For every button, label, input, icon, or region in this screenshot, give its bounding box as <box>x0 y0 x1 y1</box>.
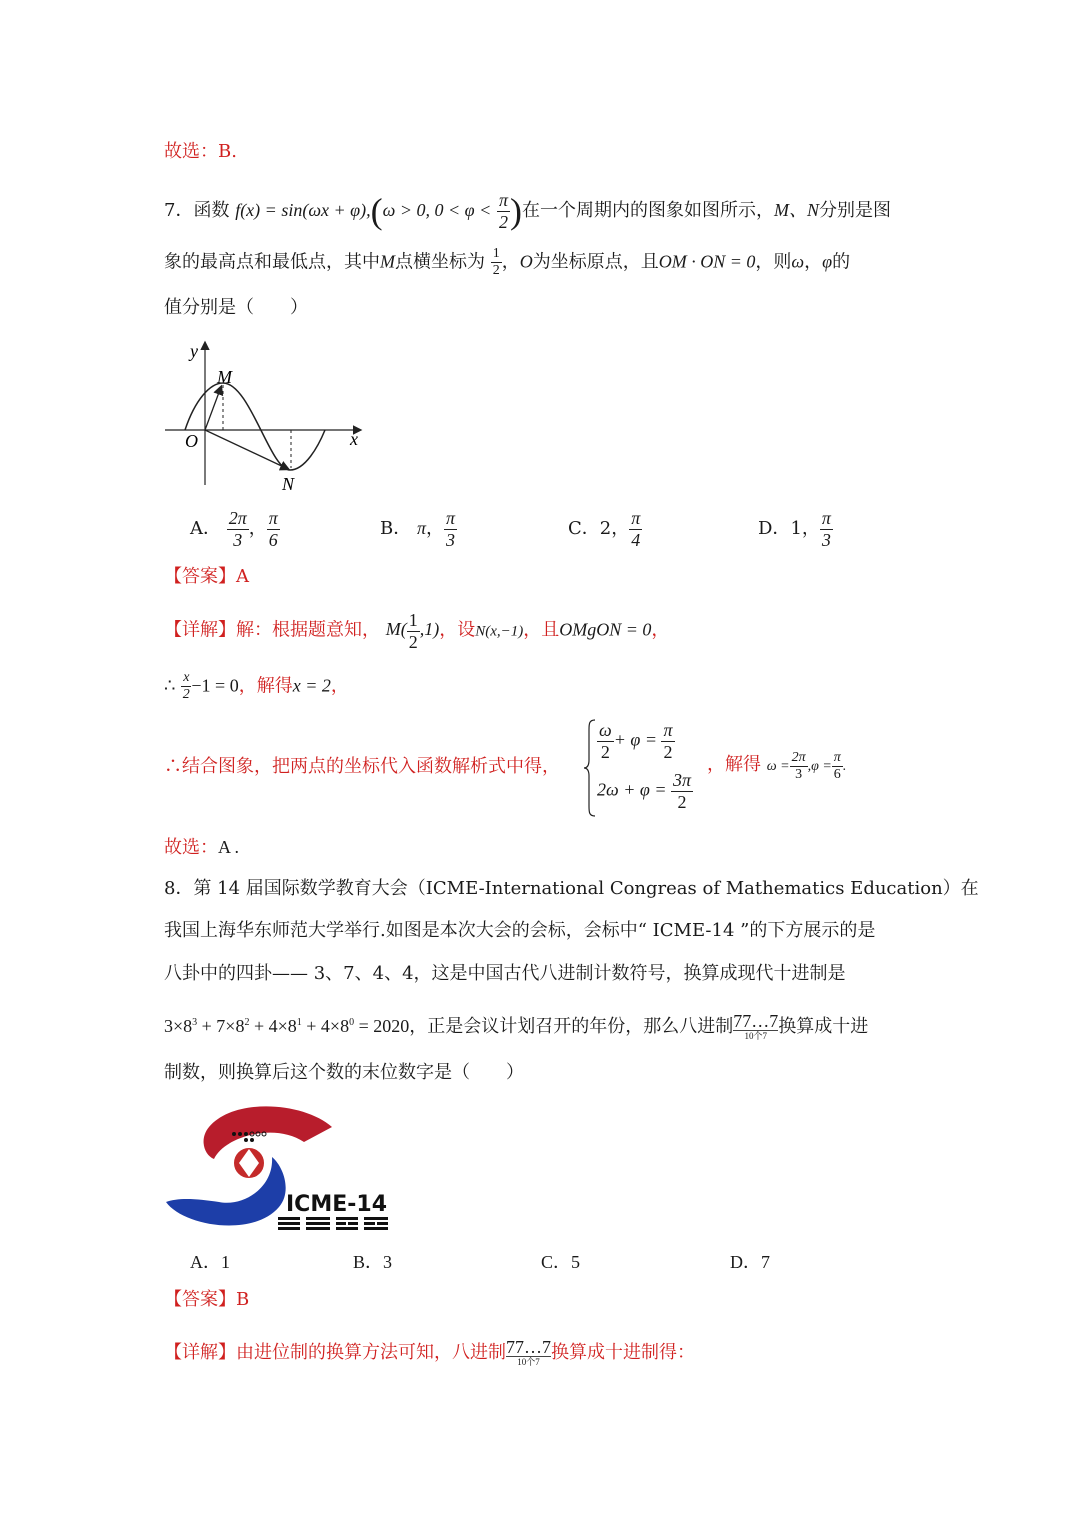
q7-mn: M、N <box>773 200 819 221</box>
q7-omega: ω <box>791 251 805 272</box>
sine-graph-figure <box>160 335 375 500</box>
q8-octal-number: 77…7 10个7 <box>506 1337 551 1367</box>
q7-option-b[interactable]: B． π， $\frac{\pi}{3}$ <box>380 508 456 550</box>
q8-detail <box>164 1338 695 1368</box>
q7-text-2a: 象的最高点和最低点，其中 <box>164 251 380 273</box>
x-equals-2: x = 2 <box>292 675 331 696</box>
q8-answer-tag: 【答案】 <box>164 1289 236 1310</box>
option-c-a: 2 <box>599 518 612 540</box>
left-brace <box>583 718 597 818</box>
q7-text-2g: ，则 <box>755 251 792 273</box>
q7-o: O <box>519 251 533 272</box>
comma-3: ， <box>330 675 349 697</box>
logo-trigrams <box>278 1217 388 1230</box>
q7-m: M <box>380 251 395 272</box>
detail-text-3: ∴结合图象，把两点的坐标代入函数解析式中得， <box>164 756 560 777</box>
label-x: x <box>350 429 358 449</box>
octal-number: 77…7 10个7 <box>733 1011 779 1041</box>
q7-detail-line-3 <box>164 758 560 776</box>
answer-value: A <box>236 566 249 587</box>
system-eq-2: 2ω + φ = $\frac{3\pi}{2}$ <box>597 770 691 812</box>
q7-detail-line-1 <box>164 610 669 652</box>
n-point: N(x,−1) <box>475 623 524 640</box>
detail-tag: 【详解】 <box>164 619 236 641</box>
option-b-frac: $\frac{\pi}{3}$ <box>446 508 456 550</box>
equation-system <box>583 718 703 818</box>
q8-stem-line-4 <box>164 1012 868 1042</box>
q8-answer <box>164 1291 249 1309</box>
option-a-frac2: $\frac{\pi}{6}$ <box>268 508 278 550</box>
q7-answer <box>164 568 249 586</box>
option-a-frac1: $\frac{2\pi}{3}$ <box>228 508 247 550</box>
logo-text: ICME-14 <box>286 1192 387 1217</box>
option-c-letter: C． <box>568 518 600 540</box>
result-values: ω = $\frac{2\pi}{3}$ ,φ = $\frac{\pi}{6}$ . <box>766 750 847 783</box>
solve-text-2: ，解得 <box>707 754 761 775</box>
q7-function: f(x) = sin(ωx + φ), <box>235 200 371 221</box>
q8-option-a[interactable]: A．1 <box>190 1252 230 1272</box>
detail-text-1b: ，设 <box>439 619 476 641</box>
detail-text-1c: ，且 <box>523 619 560 641</box>
option-d-letter: D． <box>758 518 791 540</box>
option-b-letter: B． <box>380 518 412 540</box>
logo-blue-arc <box>166 1157 286 1226</box>
q8-stem-line-5: 制数，则换算后这个数的末位数字是（ ） <box>164 1062 524 1083</box>
option-a-letter: A． <box>190 518 221 540</box>
q8-text-4c: 换算成十进 <box>778 1015 869 1037</box>
q7-stem-line-3: 值分别是（ ） <box>164 297 308 318</box>
logo-red-arc <box>204 1106 332 1159</box>
final-answer: A . <box>218 837 240 857</box>
final-label: 故选： <box>164 837 218 858</box>
option-d-frac: $\frac{\pi}{3}$ <box>821 508 831 550</box>
option-b-a: π <box>416 518 426 539</box>
q8-detail-text-1: 由进位制的换算方法可知，八进制 <box>236 1341 506 1363</box>
q8-stem-line-3: 八卦中的四卦—— 3、7、4、4，这是中国古代八进制计数符号，换算成现代十进制是 <box>164 963 846 984</box>
vector-om <box>205 387 221 430</box>
label-y: y <box>190 341 198 361</box>
icme-14-logo <box>164 1097 396 1237</box>
paren-left: ( <box>370 191 383 232</box>
q7-result <box>707 750 846 783</box>
q8-text-4b: ，正是会议计划召开的年份，那么八进制 <box>409 1015 734 1037</box>
q7-text-1: 在一个周期内的图象如图所示， <box>521 200 774 222</box>
eq-minus-one: −1 = 0 <box>191 675 239 696</box>
option-c-frac: $\frac{\pi}{4}$ <box>631 508 641 550</box>
q7-half-fraction: $\frac{1}{2}$ <box>492 246 500 279</box>
q7-text-2c: 点横坐标为 <box>395 251 485 273</box>
octal-expansion: $3\times 8^3 + 7\times 8^2 + 4\times 8^1 + 4\times 8^0 = 2020$ <box>164 1015 410 1036</box>
solve-text: ，解得 <box>238 675 293 697</box>
q8-detail-tag: 【详解】 <box>164 1341 236 1363</box>
label-n: N <box>282 474 295 494</box>
q7-detail-line-2 <box>164 670 349 703</box>
label-m: M <box>217 367 232 387</box>
q7-phi: φ <box>822 251 833 272</box>
q8-detail-text-2: 换算成十进制得： <box>551 1341 695 1363</box>
q8-stem-line-1: 8．第 14 届国际数学教育大会（ICME-International Congreas of Mathematics Education）在 <box>164 878 979 899</box>
q7-option-d[interactable]: D．1， $\frac{\pi}{3}$ <box>758 508 831 550</box>
q7-text-2i: 的 <box>832 251 851 273</box>
q7-dot-product: OM · ON = 0 <box>658 251 756 272</box>
detail-text-1: 解：根据题意知， <box>236 619 380 641</box>
vector-on <box>205 430 288 469</box>
q8-option-b[interactable]: B．3 <box>353 1252 393 1272</box>
answer-tag: 【答案】 <box>164 566 236 587</box>
q7-final <box>164 838 239 857</box>
q7-text-2f: 为坐标原点，且 <box>532 251 659 273</box>
q7-stem-line-1 <box>164 190 891 232</box>
q8-answer-value: B <box>236 1289 250 1310</box>
q8-stem-line-2: 我国上海华东师范大学举行.如图是本次大会的会标，会标中“ ICME-14 ”的下方展示的是 <box>164 920 876 941</box>
q7-cond-fraction: $\frac{\pi}{2}$ <box>498 190 508 232</box>
therefore-symbol: ∴ <box>164 675 176 697</box>
paren-right: ) <box>509 191 522 232</box>
option-d-a: 1 <box>790 518 802 540</box>
q7-comma2: ， <box>804 251 823 273</box>
label-o: O <box>185 431 198 451</box>
q7-text-1c: 分别是图 <box>818 200 891 222</box>
dot-zero: OMgON = 0 <box>559 619 652 640</box>
q7-number: 7．函数 <box>164 200 230 222</box>
q7-stem-line-2 <box>164 246 850 279</box>
m-point: M( $\frac{1}{2}$ ,1) <box>385 610 440 652</box>
q8-option-d[interactable]: D．7 <box>730 1252 770 1272</box>
q7-option-a[interactable]: A． $\frac{2\pi}{3}$ ， $\frac{\pi}{6}$ <box>190 508 278 550</box>
previous-answer: 故选：B. <box>164 141 237 162</box>
detail-text-1e: ， <box>651 619 670 641</box>
x-over-2: $\frac{x}{2}$ <box>182 670 190 703</box>
q7-option-c[interactable]: C．2， $\frac{\pi}{4}$ <box>568 508 641 550</box>
system-eq-1: $\frac{\omega}{2}$ + φ = $\frac{\pi}{2}$ <box>599 720 673 762</box>
q7-condition: ω > 0, 0 < φ < <box>382 200 492 221</box>
q7-comma: ， <box>501 251 520 273</box>
q8-option-c[interactable]: C．5 <box>541 1252 581 1272</box>
